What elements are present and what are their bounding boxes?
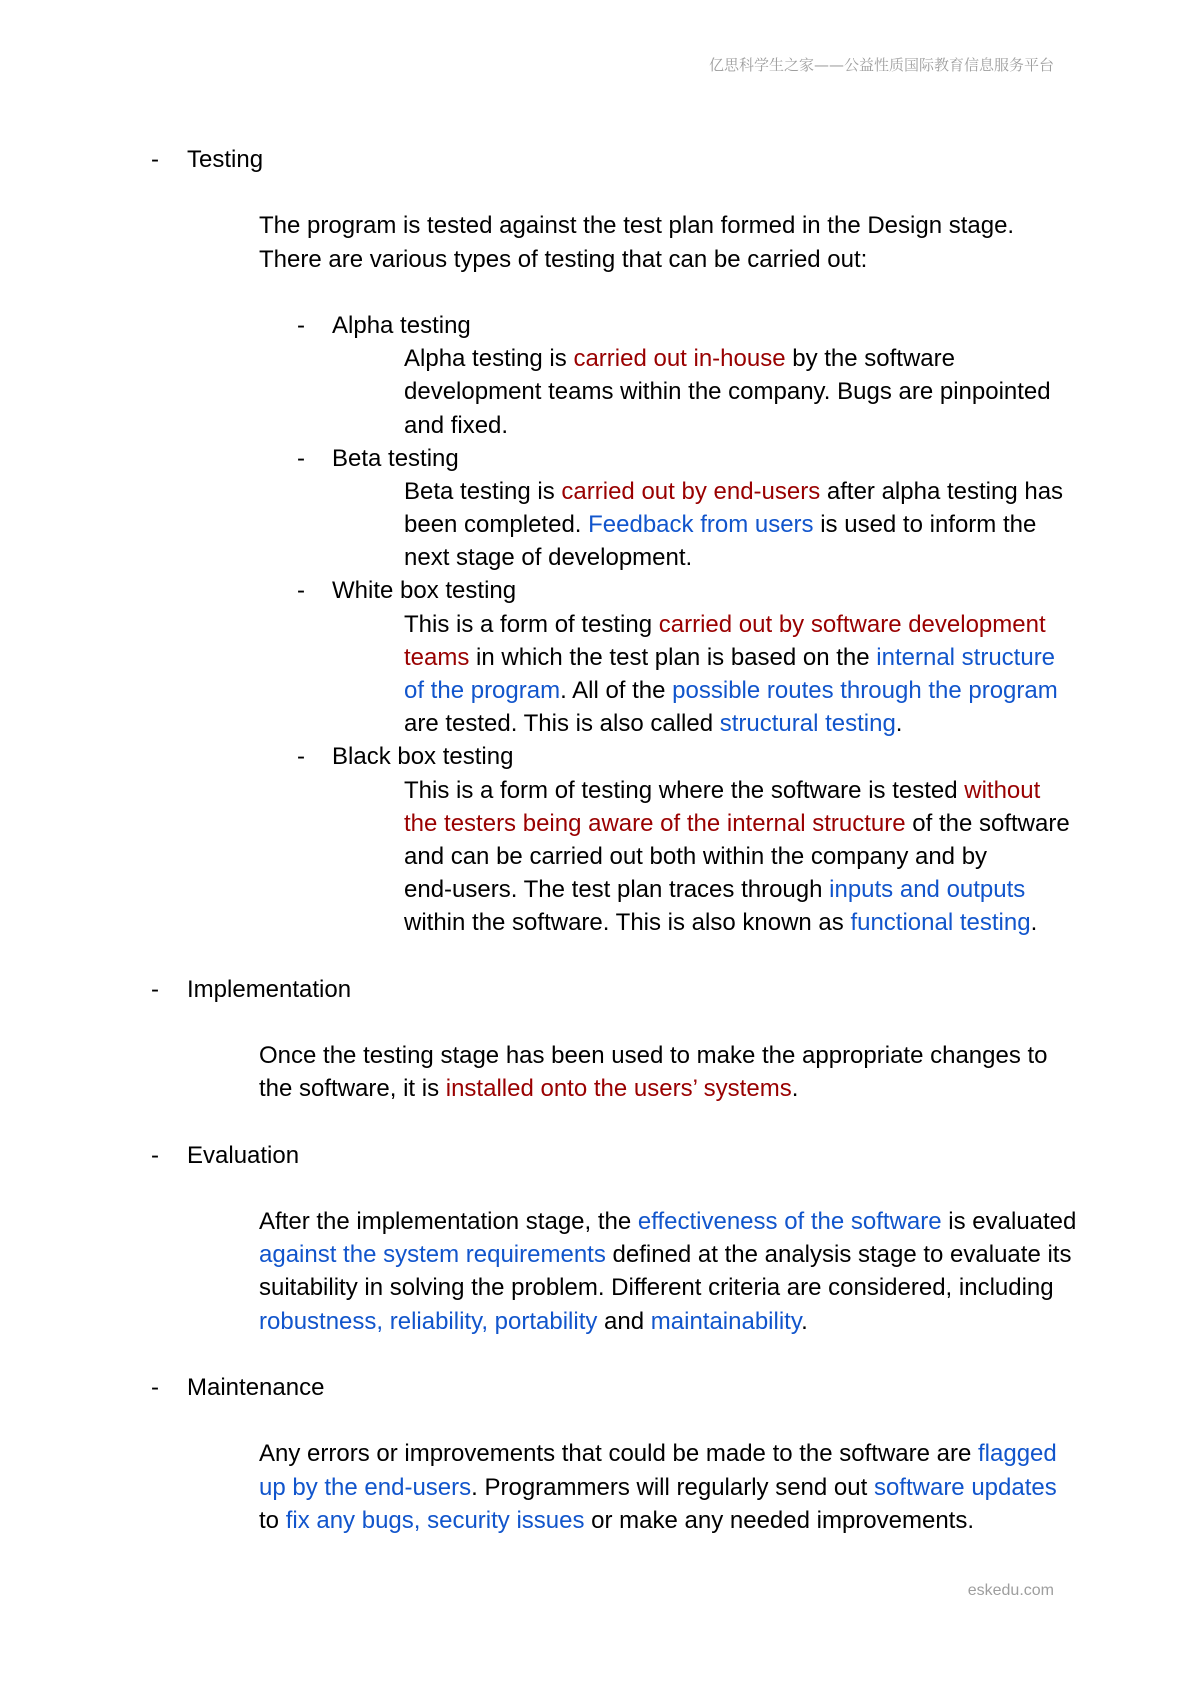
paragraph-line: [0, 807, 1192, 840]
text-segment: within the software. This is also known as: [404, 909, 851, 937]
subsection-heading-row: [0, 740, 1192, 773]
highlighted-term: installed onto the users’ systems: [445, 1075, 792, 1103]
subsection-white-box-testing: [0, 574, 1192, 740]
highlighted-term: inputs and outputs: [829, 876, 1026, 904]
text-segment: end-users. The test plan traces through: [404, 876, 830, 904]
subsection-heading: Alpha testing: [332, 311, 471, 339]
highlighted-term: maintainability: [650, 1307, 802, 1335]
section-heading: Testing: [187, 146, 264, 173]
site-header-title: 亿思科学生之家——公益性质国际教育信息服务平台: [708, 56, 1054, 74]
paragraph-line: [0, 840, 1192, 873]
section-heading-row: [0, 1371, 1192, 1404]
subsection-heading-row: [0, 309, 1192, 342]
paragraph-line: [0, 608, 1192, 641]
highlighted-term: the testers being aware of the internal structure: [404, 809, 906, 837]
paragraph-line: [0, 1238, 1192, 1271]
section-heading: Evaluation: [187, 1141, 300, 1169]
document-body: [0, 143, 1192, 1537]
text-segment: next stage of development.: [404, 544, 693, 572]
subsection-list: [0, 309, 1192, 940]
subsection-heading-row: [0, 442, 1192, 475]
text-segment: Any errors or improvements that could be made to the software are: [259, 1440, 979, 1468]
text-segment: after alpha testing has: [820, 477, 1064, 505]
paragraph-line: [0, 674, 1192, 707]
paragraph-line: [0, 409, 1192, 442]
text-segment: and: [597, 1307, 651, 1335]
bullet-dash: -: [151, 146, 159, 173]
text-segment: . Programmers will regularly send out: [471, 1473, 874, 1501]
text-segment: in which the test plan is based on the: [469, 643, 877, 671]
text-segment: of the software: [905, 809, 1070, 837]
bullet-dash: -: [297, 444, 305, 472]
subsection-heading-row: [0, 574, 1192, 607]
highlighted-term: carried out in-house: [573, 345, 786, 373]
paragraph-line: [0, 641, 1192, 674]
section-implementation: [0, 973, 1192, 1106]
section-paragraph: [0, 209, 1192, 275]
highlighted-term: fix any bugs, security issues: [285, 1506, 585, 1534]
section-heading-row: [0, 1139, 1192, 1172]
subsection-description: [0, 475, 1192, 575]
text-segment: This is a form of testing where the software is tested: [404, 776, 965, 804]
bullet-dash: -: [297, 577, 305, 605]
paragraph-line: [0, 873, 1192, 906]
section-evaluation: [0, 1139, 1192, 1338]
text-segment: development teams within the company. Bugs are pinpointed: [404, 378, 1051, 406]
text-segment: and can be carried out both within the company and by: [404, 842, 988, 870]
section-heading: Implementation: [187, 975, 352, 1003]
highlighted-term: carried out by end-users: [561, 477, 821, 505]
text-segment: Alpha testing is: [404, 345, 574, 373]
subsection-heading: Black box testing: [332, 743, 514, 771]
highlighted-term: structural testing: [719, 710, 896, 738]
highlighted-term: teams: [404, 643, 470, 671]
bullet-dash: -: [151, 1373, 159, 1401]
paragraph-line: [0, 541, 1192, 574]
text-segment: This is a form of testing: [404, 610, 659, 638]
highlighted-term: up by the end-users: [259, 1473, 472, 1501]
paragraph-line: [0, 1271, 1192, 1304]
subsection-black-box-testing: [0, 740, 1192, 939]
section-paragraph: [0, 1205, 1192, 1338]
section-paragraph: [0, 1039, 1192, 1105]
subsection-beta-testing: [0, 442, 1192, 575]
paragraph-line: [0, 1039, 1192, 1072]
section-paragraph: [0, 1437, 1192, 1537]
paragraph-line: [0, 1471, 1192, 1504]
highlighted-term: flagged: [978, 1440, 1057, 1468]
subsection-alpha-testing: [0, 309, 1192, 442]
paragraph-line: [0, 707, 1192, 740]
site-footer-domain: eskedu.com: [967, 1582, 1054, 1599]
paragraph-line: [0, 375, 1192, 408]
paragraph-line: [0, 243, 1192, 276]
highlighted-term: against the system requirements: [259, 1241, 606, 1269]
paragraph-line: [0, 906, 1192, 939]
highlighted-term: without: [964, 776, 1041, 804]
highlighted-term: effectiveness of the software: [637, 1208, 942, 1235]
subsection-heading: Beta testing: [332, 444, 459, 472]
bullet-dash: -: [151, 975, 159, 1003]
text-segment: are tested. This is also called: [404, 710, 720, 738]
highlighted-term: internal structure: [876, 643, 1056, 671]
bullet-dash: -: [151, 1141, 159, 1169]
text-segment: defined at the analysis stage to evaluate its: [605, 1241, 1072, 1269]
text-segment: is used to inform the: [813, 511, 1037, 539]
paragraph-line: [0, 1437, 1192, 1470]
section-heading-row: [0, 973, 1192, 1006]
paragraph-line: [0, 508, 1192, 541]
section-heading: Maintenance: [187, 1373, 325, 1401]
highlighted-term: of the program: [404, 677, 561, 704]
text-segment: After the implementation stage, the: [259, 1208, 638, 1235]
text-segment: Once the testing stage has been used to make the appropriate changes to: [259, 1042, 1048, 1070]
text-segment: by the software: [785, 345, 955, 373]
bullet-dash: -: [297, 743, 305, 771]
text-segment: is evaluated: [941, 1208, 1077, 1235]
paragraph-line: [0, 342, 1192, 375]
highlighted-term: functional testing: [850, 909, 1031, 937]
paragraph-line: [0, 1305, 1192, 1338]
paragraph-line: [0, 1205, 1192, 1238]
highlighted-term: software updates: [873, 1473, 1057, 1501]
text-segment: There are various types of testing that can be carried out:: [259, 245, 868, 273]
section-maintenance: [0, 1371, 1192, 1537]
paragraph-line: [0, 774, 1192, 807]
text-segment: been completed.: [404, 511, 589, 539]
text-segment: and fixed.: [404, 411, 509, 439]
text-segment: . All of the: [560, 677, 673, 704]
highlighted-term: Feedback from users: [588, 511, 814, 539]
paragraph-line: [0, 475, 1192, 508]
text-segment: Beta testing is: [404, 477, 562, 505]
text-segment: .: [791, 1075, 799, 1103]
text-segment: the software, it is: [259, 1075, 446, 1103]
subsection-description: [0, 774, 1192, 940]
section-heading-row: [0, 143, 1192, 176]
text-segment: to: [259, 1506, 286, 1534]
text-segment: .: [1030, 909, 1038, 937]
text-segment: or make any needed improvements.: [584, 1506, 975, 1534]
paragraph-line: [0, 1504, 1192, 1537]
highlighted-term: carried out by software development: [658, 610, 1046, 638]
highlighted-term: robustness, reliability, portability: [259, 1307, 598, 1335]
text-segment: .: [801, 1307, 808, 1335]
text-segment: .: [895, 710, 903, 738]
paragraph-line: [0, 1072, 1192, 1105]
text-segment: The program is tested against the test plan formed in the Design stage.: [259, 212, 1015, 240]
subsection-description: [0, 608, 1192, 741]
paragraph-line: [0, 209, 1192, 242]
subsection-heading: White box testing: [332, 577, 517, 605]
section-testing: [0, 143, 1192, 940]
bullet-dash: -: [297, 311, 305, 339]
subsection-description: [0, 342, 1192, 442]
highlighted-term: possible routes through the program: [672, 677, 1058, 704]
text-segment: suitability in solving the problem. Different criteria are considered, including: [259, 1274, 1054, 1302]
